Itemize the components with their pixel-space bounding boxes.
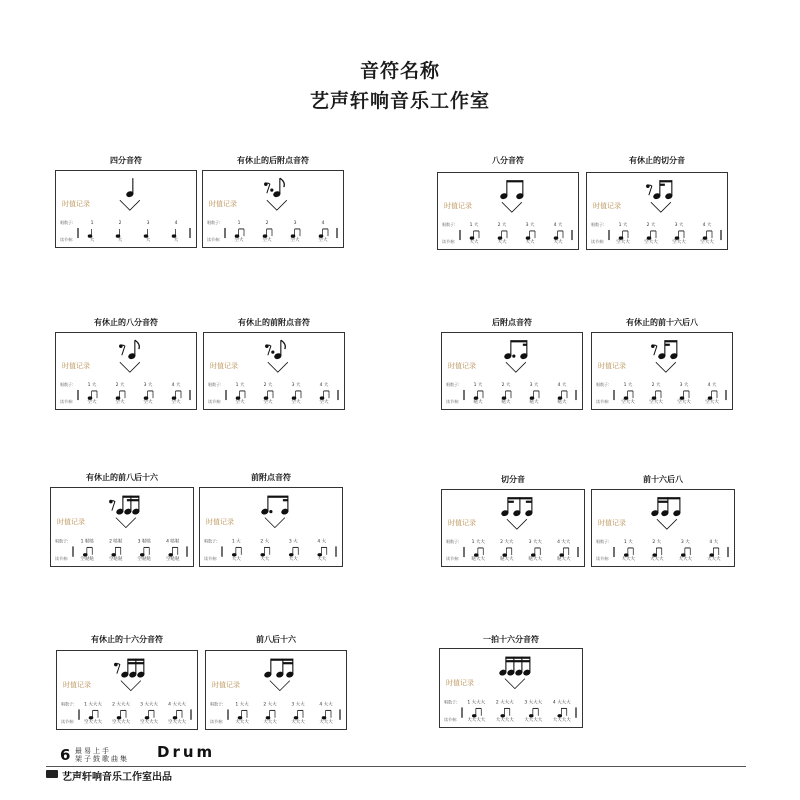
- measure-note-icon: [498, 231, 507, 239]
- note-symbol-icon: [499, 657, 531, 689]
- time-value-label: 时值记录: [212, 681, 240, 689]
- rhythm-syllable: 空大大大: [112, 720, 130, 725]
- measure-note-icon: [501, 708, 510, 717]
- rhythm-syllable: 空大大大: [168, 720, 186, 725]
- measure-note-icon: [624, 391, 633, 399]
- series-line-2: 架子鼓歌曲集: [75, 755, 129, 763]
- measure-note-icon: [289, 547, 298, 556]
- measure-note-icon: [117, 710, 126, 719]
- rhythm-syllable: 空大大: [677, 400, 691, 406]
- time-value-label: 时值记录: [57, 518, 85, 526]
- rhythm-syllable: 空大大: [700, 240, 714, 246]
- time-value-label: 时值记录: [62, 200, 90, 208]
- measure-note-icon: [261, 547, 270, 556]
- rhythm-syllable: 大大: [260, 557, 270, 562]
- time-value-label: 时值记录: [448, 362, 476, 370]
- measure-note-icon: [169, 547, 178, 556]
- rhythm-card: [591, 489, 735, 567]
- rhythm-card-title: 有休止的切分音: [629, 156, 685, 165]
- rhythm-syllable: 大大: [553, 240, 563, 246]
- time-value-label: 时值记录: [62, 362, 90, 370]
- rhythm-syllable: 大大大: [707, 557, 721, 563]
- beat-row-label: 唱数子:: [60, 382, 74, 388]
- rhythm-notation: [206, 651, 348, 731]
- beat-count: 2 大: [263, 383, 273, 389]
- measure-note-icon: [470, 231, 479, 239]
- measure-note-icon: [529, 708, 538, 717]
- beat-count: 3 大: [674, 223, 684, 229]
- rhythm-card-title: 一拍十六分音符: [483, 635, 539, 644]
- rhythm-syllable: 空哒哒: [109, 557, 123, 562]
- measure-note-icon: [680, 391, 689, 399]
- beat-count: 4 大大: [319, 702, 333, 708]
- measure-note-icon: [322, 710, 331, 719]
- rhythm-syllable: 大大大: [319, 720, 333, 725]
- measure-note-icon: [238, 710, 247, 719]
- time-value-label: 时值记录: [593, 202, 621, 210]
- measure-note-icon: [292, 391, 301, 399]
- beat-count: 1 哒哒: [80, 539, 94, 545]
- beat-count: 3 大: [680, 540, 690, 546]
- measure-note-icon: [263, 229, 272, 237]
- rhythm-card-title: 八分音符: [492, 156, 524, 165]
- rhythm-notation: [203, 171, 345, 249]
- beat-count: 2 大: [652, 540, 662, 546]
- note-symbol-icon: [652, 340, 678, 372]
- syllable-row-label: 读节奏:: [207, 237, 221, 243]
- rhythm-syllable: 大大: [288, 557, 298, 562]
- rhythm-syllable: 空大: [87, 400, 97, 406]
- rhythm-syllable: 空大大: [616, 240, 630, 246]
- beat-row-label: 唱数子:: [596, 539, 610, 545]
- rhythm-syllable: 空大: [262, 238, 272, 244]
- rhythm-syllable: 空哒哒: [80, 557, 94, 562]
- beat-row-label: 唱数子:: [591, 222, 605, 228]
- beat-count: 1: [90, 221, 94, 227]
- measure-note-icon: [88, 229, 92, 237]
- measure-note-icon: [647, 231, 656, 239]
- beat-count: 2 大: [497, 223, 507, 229]
- beat-count: 3 哒哒: [137, 539, 151, 545]
- note-symbol-icon: [504, 340, 528, 372]
- rhythm-card-title: 有休止的前八后十六: [86, 473, 158, 482]
- time-value-label: 时值记录: [598, 362, 626, 370]
- rhythm-syllable: 空大: [143, 400, 153, 406]
- rhythm-card-title: 有休止的八分音符: [94, 318, 158, 327]
- beat-count: 3 大: [288, 539, 298, 545]
- rhythm-card: [55, 170, 197, 248]
- rhythm-syllable: 空哒哒: [166, 557, 180, 562]
- measure-note-icon: [235, 229, 244, 237]
- series-line-1: 最易上手: [75, 747, 111, 755]
- syllable-row-label: 读节奏:: [55, 556, 69, 561]
- syllable-row-label: 读节奏:: [60, 399, 74, 405]
- beat-count: 2 大大: [500, 540, 514, 546]
- rhythm-card: [50, 487, 194, 567]
- rhythm-syllable: 哒大大: [500, 557, 514, 563]
- measure-note-icon: [145, 710, 154, 719]
- measure-note-icon: [88, 391, 97, 399]
- note-symbol-icon: [120, 340, 140, 372]
- rhythm-syllable: 空大大: [649, 400, 663, 406]
- beat-count: 4 大: [707, 383, 717, 389]
- rhythm-card: [586, 172, 728, 250]
- rhythm-card-title: 有休止的十六分音符: [91, 635, 163, 644]
- beat-count: 2 大: [115, 383, 125, 389]
- measure-note-icon: [116, 229, 120, 237]
- beat-count: 2: [265, 221, 269, 227]
- rhythm-card: [437, 172, 579, 250]
- measure-note-icon: [681, 548, 690, 556]
- beat-count: 3 大大大: [524, 700, 543, 706]
- syllable-row-label: 读节奏:: [596, 399, 610, 405]
- time-value-label: 时值记录: [446, 679, 474, 687]
- rhythm-syllable: 大大: [469, 240, 479, 246]
- rhythm-notation: [204, 333, 346, 411]
- rhythm-syllable: 大大: [317, 557, 327, 562]
- rhythm-syllable: 空大: [171, 400, 181, 406]
- beat-count: 4 大: [702, 223, 712, 229]
- rhythm-syllable: 大大大: [678, 557, 692, 563]
- beat-count: 4 大大: [557, 540, 571, 546]
- measure-note-icon: [474, 548, 483, 556]
- rhythm-syllable: 大大大: [621, 557, 635, 563]
- measure-note-icon: [266, 710, 275, 719]
- rhythm-syllable: 哒大大: [557, 557, 571, 563]
- beat-count: 4: [174, 221, 178, 227]
- syllable-row-label: 读节奏:: [210, 719, 224, 724]
- footer-divider: [46, 766, 746, 767]
- beat-row-label: 唱数子:: [208, 382, 222, 388]
- time-value-label: 时值记录: [210, 362, 238, 370]
- rhythm-card: [202, 170, 344, 248]
- rhythm-notation: [587, 173, 729, 251]
- beat-row-label: 唱数子:: [442, 222, 456, 228]
- rhythm-syllable: 大大大大: [495, 718, 514, 723]
- page-title: 音符名称: [359, 60, 440, 82]
- rhythm-syllable: 大大大: [291, 720, 305, 725]
- beat-count: 1 大: [231, 539, 241, 545]
- beat-count: 4 大大大: [168, 702, 186, 708]
- rhythm-syllable: 大大大: [650, 557, 664, 563]
- beat-count: 4 大: [553, 223, 563, 229]
- measure-note-icon: [708, 391, 717, 399]
- beat-count: 3 大: [291, 383, 301, 389]
- beat-count: 3 大: [679, 383, 689, 389]
- rhythm-syllable: 空大大: [705, 400, 719, 406]
- rhythm-syllable: 空大: [263, 400, 273, 406]
- beat-count: 2 大大大: [495, 700, 514, 706]
- rhythm-syllable: 空大大: [672, 240, 686, 246]
- rhythm-syllable: 空大: [290, 238, 300, 244]
- beat-count: 3 大大: [291, 702, 305, 708]
- beat-row-label: 唱数子:: [207, 220, 221, 226]
- measure-note-icon: [526, 231, 535, 239]
- measure-note-icon: [675, 231, 684, 239]
- beat-row-label: 唱数子:: [55, 538, 69, 544]
- beat-count: 3 大: [529, 383, 539, 389]
- rhythm-syllable: 大: [89, 238, 95, 244]
- beat-count: 4 大: [709, 540, 719, 546]
- measure-note-icon: [172, 391, 181, 399]
- measure-note-icon: [89, 710, 98, 719]
- note-symbol-icon: [110, 496, 140, 528]
- rhythm-card-title: 四分音符: [110, 156, 142, 165]
- rhythm-notation: [442, 333, 584, 411]
- note-symbol-icon: [120, 178, 140, 210]
- beat-count: 1 大: [235, 383, 245, 389]
- rhythm-syllable: 空大: [235, 400, 245, 406]
- measure-note-icon: [474, 391, 483, 399]
- rhythm-card: [439, 648, 583, 728]
- beat-row-label: 唱数子:: [446, 382, 460, 388]
- measure-note-icon: [530, 391, 539, 399]
- measure-note-icon: [116, 391, 125, 399]
- measure-note-icon: [619, 231, 628, 239]
- rhythm-card-title: 有休止的前十六后八: [626, 318, 698, 327]
- beat-count: 1 大大大: [467, 700, 486, 706]
- time-value-label: 时值记录: [63, 681, 91, 689]
- measure-note-icon: [144, 391, 153, 399]
- measure-note-icon: [232, 547, 241, 556]
- note-symbol-icon: [501, 497, 533, 529]
- beat-row-label: 唱数子:: [596, 382, 610, 388]
- measure-note-icon: [320, 391, 329, 399]
- beat-count: 4 大: [317, 539, 327, 545]
- note-symbol-icon: [651, 497, 681, 529]
- rhythm-card: [199, 487, 343, 567]
- syllable-row-label: 读节奏:: [60, 237, 74, 243]
- rhythm-syllable: 大大大大: [552, 718, 571, 723]
- rhythm-syllable: 大大大: [235, 720, 249, 725]
- rhythm-syllable: 空大: [319, 400, 329, 406]
- measure-note-icon: [173, 710, 182, 719]
- beat-count: 4 大: [557, 383, 567, 389]
- syllable-row-label: 读节奏:: [446, 556, 460, 562]
- beat-count: 3 大: [143, 383, 153, 389]
- note-symbol-icon: [647, 180, 673, 212]
- rhythm-syllable: 大大: [497, 240, 507, 246]
- beat-count: 1: [237, 221, 241, 227]
- rhythm-syllable: 空哒哒: [137, 557, 151, 562]
- rhythm-notation: [56, 333, 198, 411]
- rhythm-card: [56, 650, 198, 730]
- note-symbol-icon: [115, 659, 145, 691]
- rhythm-syllable: 空大: [291, 400, 301, 406]
- beat-row-label: 唱数子:: [446, 539, 460, 545]
- beat-count: 1 大大大: [84, 702, 102, 708]
- rhythm-syllable: 大大: [231, 557, 241, 562]
- beat-count: 2 哒哒: [109, 539, 123, 545]
- rhythm-card-title: 前十六后八: [643, 475, 683, 484]
- syllable-row-label: 读节奏:: [442, 239, 456, 245]
- rhythm-syllable: 大大大: [263, 720, 277, 725]
- rhythm-notation: [440, 649, 584, 729]
- measure-note-icon: [294, 710, 303, 719]
- beat-count: 1 大: [623, 540, 633, 546]
- measure-note-icon: [531, 548, 540, 556]
- beat-count: 1 大: [469, 223, 479, 229]
- note-symbol-icon: [261, 496, 289, 528]
- rhythm-notation: [51, 488, 195, 568]
- beat-count: 1 大: [623, 383, 633, 389]
- measure-note-icon: [472, 708, 481, 717]
- beat-count: 4 哒哒: [166, 539, 180, 545]
- beat-count: 2 大: [646, 223, 656, 229]
- rhythm-syllable: 空大大大: [84, 720, 102, 725]
- beat-count: 1 大大: [235, 702, 249, 708]
- rhythm-syllable: 空大大: [621, 400, 635, 406]
- drum-wordmark: Drum: [157, 743, 216, 761]
- rhythm-syllable: 大: [117, 238, 123, 244]
- beat-count: 4 大: [171, 383, 181, 389]
- rhythm-card-title: 有休止的前附点音符: [238, 318, 310, 327]
- rhythm-syllable: 大大大大: [467, 718, 486, 723]
- note-symbol-icon: [266, 340, 288, 372]
- rhythm-card: [203, 332, 345, 410]
- drum-logo-icon: [46, 770, 58, 778]
- measure-note-icon: [710, 548, 719, 556]
- rhythm-card: [441, 489, 585, 567]
- beat-count: 3 大大: [528, 540, 542, 546]
- measure-note-icon: [554, 231, 563, 239]
- beat-count: 1 大: [618, 223, 628, 229]
- measure-note-icon: [144, 229, 148, 237]
- rhythm-syllable: 大: [145, 238, 151, 244]
- beat-row-label: 唱数子:: [444, 699, 458, 705]
- beat-count: 2 大大大: [112, 702, 130, 708]
- measure-note-icon: [318, 547, 327, 556]
- rhythm-syllable: 大: [173, 238, 179, 244]
- rhythm-syllable: 哒大: [473, 400, 483, 406]
- rhythm-syllable: 空大大大: [140, 720, 158, 725]
- beat-count: 2 大: [651, 383, 661, 389]
- time-value-label: 时值记录: [444, 202, 472, 210]
- beat-count: 1 大: [87, 383, 97, 389]
- rhythm-notation: [592, 333, 734, 411]
- beat-row-label: 唱数子:: [61, 701, 75, 707]
- note-symbol-icon: [264, 659, 294, 691]
- beat-count: 3 大大大: [140, 702, 158, 708]
- time-value-label: 时值记录: [206, 518, 234, 526]
- note-symbol-icon: [265, 178, 287, 210]
- beat-row-label: 唱数子:: [204, 538, 218, 544]
- measure-note-icon: [83, 547, 92, 556]
- page-subtitle: 艺声轩响音乐工作室: [309, 90, 490, 112]
- beat-count: 1 大: [473, 383, 483, 389]
- measure-note-icon: [112, 547, 121, 556]
- rhythm-syllable: 大大大大: [524, 718, 543, 723]
- beat-count: 3: [146, 221, 150, 227]
- beat-count: 2 大大: [263, 702, 277, 708]
- page-number: 6: [60, 746, 71, 764]
- rhythm-card-title: 前附点音符: [251, 473, 291, 482]
- measure-note-icon: [653, 548, 662, 556]
- syllable-row-label: 读节奏:: [444, 717, 458, 722]
- rhythm-card-title: 切分音: [501, 475, 525, 484]
- measure-note-icon: [502, 391, 511, 399]
- rhythm-syllable: 空大: [318, 238, 328, 244]
- rhythm-notation: [438, 173, 580, 251]
- measure-note-icon: [624, 548, 633, 556]
- rhythm-card: [205, 650, 347, 730]
- measure-note-icon: [652, 391, 661, 399]
- rhythm-card-title: 有休止的后附点音符: [237, 156, 309, 165]
- measure-note-icon: [319, 229, 328, 237]
- rhythm-card: [591, 332, 733, 410]
- beat-count: 4 大: [319, 383, 329, 389]
- beat-count: 2: [118, 221, 122, 227]
- rhythm-card: [441, 332, 583, 410]
- measure-note-icon: [140, 547, 149, 556]
- rhythm-notation: [442, 490, 586, 568]
- syllable-row-label: 读节奏:: [204, 556, 218, 561]
- beat-count: 3: [293, 221, 297, 227]
- time-value-label: 时值记录: [598, 519, 626, 527]
- time-value-label: 时值记录: [209, 200, 237, 208]
- measure-note-icon: [558, 708, 567, 717]
- measure-note-icon: [560, 548, 569, 556]
- rhythm-notation: [592, 490, 736, 568]
- rhythm-syllable: 大大: [525, 240, 535, 246]
- beat-count: 2 大: [260, 539, 270, 545]
- rhythm-notation: [200, 488, 344, 568]
- footer-studio-name: 艺声轩响音乐工作室出品: [62, 772, 172, 783]
- measure-note-icon: [236, 391, 245, 399]
- time-value-label: 时值记录: [448, 519, 476, 527]
- measure-note-icon: [703, 231, 712, 239]
- measure-note-icon: [291, 229, 300, 237]
- beat-count: 4 大大大: [552, 700, 571, 706]
- rhythm-syllable: 空大: [234, 238, 244, 244]
- syllable-row-label: 读节奏:: [446, 399, 460, 405]
- syllable-row-label: 读节奏:: [61, 719, 75, 724]
- rhythm-syllable: 哒大大: [471, 557, 485, 563]
- beat-count: 4: [321, 221, 325, 227]
- measure-note-icon: [503, 548, 512, 556]
- beat-row-label: 唱数子:: [60, 220, 74, 226]
- rhythm-notation: [57, 651, 199, 731]
- syllable-row-label: 读节奏:: [591, 239, 605, 245]
- beat-row-label: 唱数子:: [210, 701, 224, 707]
- measure-note-icon: [558, 391, 567, 399]
- rhythm-notation: [56, 171, 198, 249]
- syllable-row-label: 读节奏:: [596, 556, 610, 562]
- measure-note-icon: [264, 391, 273, 399]
- measure-note-icon: [172, 229, 176, 237]
- rhythm-syllable: 哒大大: [528, 557, 542, 563]
- rhythm-card-title: 后附点音符: [492, 318, 532, 327]
- syllable-row-label: 读节奏:: [208, 399, 222, 405]
- rhythm-syllable: 哒大: [529, 400, 539, 406]
- rhythm-card: [55, 332, 197, 410]
- rhythm-syllable: 空大大: [644, 240, 658, 246]
- rhythm-syllable: 哒大: [501, 400, 511, 406]
- rhythm-syllable: 哒大: [557, 400, 567, 406]
- note-symbol-icon: [500, 180, 524, 212]
- beat-count: 1 大大: [471, 540, 485, 546]
- beat-count: 3 大: [525, 223, 535, 229]
- rhythm-syllable: 空大: [115, 400, 125, 406]
- beat-count: 2 大: [501, 383, 511, 389]
- rhythm-card-title: 前八后十六: [256, 635, 296, 644]
